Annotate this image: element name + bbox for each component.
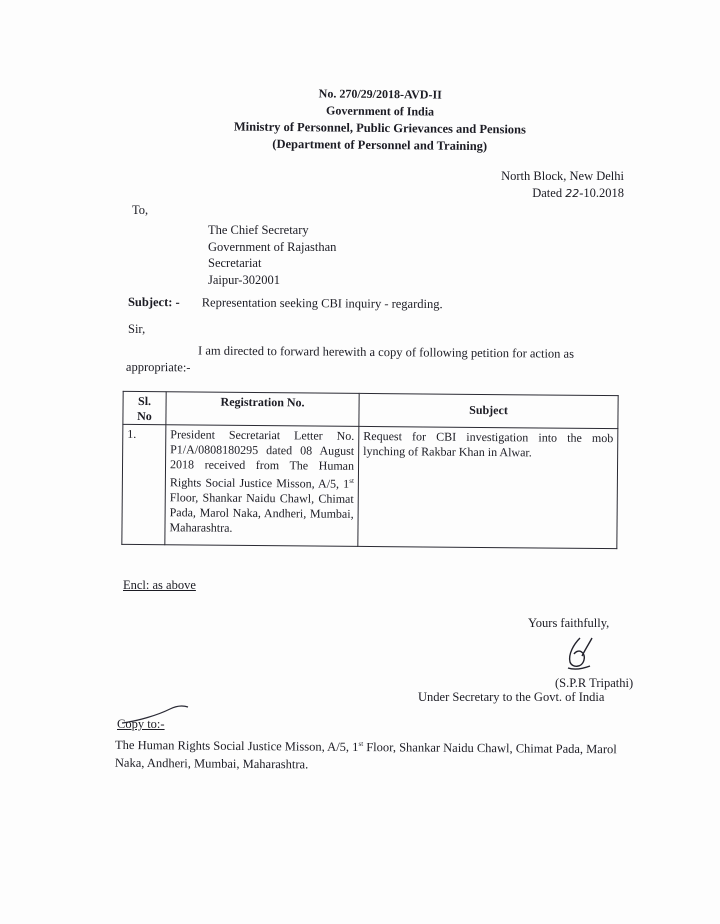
address-line: Jaipur-302001 <box>208 272 280 287</box>
signatory-name: (S.P.R Tripathi) <box>555 676 634 690</box>
petition-table <box>121 391 618 549</box>
registration-text <box>165 425 358 539</box>
location: North Block, New Delhi <box>501 169 624 183</box>
copy-to-part2: Floor, Shankar Naidu Chawl, Chimat Pada, Marol Naka, Andheri, Mumbai, Maharashtra. <box>114 740 617 772</box>
ministry-name: Ministry of Personnel, Public Grievances and Pensions <box>233 119 526 137</box>
body-line-2: appropriate:- <box>125 359 191 375</box>
department-name: (Department of Personnel and Training) <box>272 136 488 154</box>
copy-to-part1: The Human Rights Social Justice Misson, A/5, 1 <box>115 737 359 755</box>
date-line <box>470 185 624 202</box>
registration-sup: st <box>349 476 354 485</box>
to-label: To, <box>132 203 149 217</box>
sl-header-line2: No <box>137 408 152 424</box>
recipient-address <box>208 222 336 288</box>
closing: Yours faithfully, <box>528 616 610 630</box>
address-line: Government of Rajasthan <box>208 239 337 254</box>
enclosure-note: Encl: as above <box>123 578 196 592</box>
subject-text: Representation seeking CBI inquiry - regarding. <box>201 295 443 312</box>
body-paragraph <box>126 342 620 380</box>
header-registration <box>166 392 359 427</box>
copy-to-label: Copy to:- <box>117 717 165 731</box>
table-row <box>122 424 618 548</box>
sl-header-line1: Sl. <box>138 393 152 409</box>
place-and-date <box>470 168 624 202</box>
registration-part1: President Secretariat Letter No. P1/A/0808180295 dated 08 August 2018 received from The Human Rights Social Justice Misson, A/5, 1 <box>169 427 355 491</box>
subject-line <box>128 295 443 312</box>
copy-to-sup: st <box>358 739 364 748</box>
reference-number: No. 270/29/2018-AVD-II <box>318 86 442 102</box>
copy-to-text <box>115 733 635 777</box>
signatory-designation: Under Secretary to the Govt. of India <box>418 690 605 704</box>
subject-header-text: Subject <box>469 402 508 418</box>
registration-header-text: Registration No. <box>220 394 305 410</box>
letter-header <box>200 84 561 156</box>
registration-part2: Floor, Shankar Naidu Chawl, Chimat Pada, Marol Naka, Andheri, Mumbai, Maharashtra. <box>169 490 354 535</box>
cell-registration <box>165 425 359 547</box>
subject-label: Subject: - <box>127 294 180 310</box>
address-line: The Chief Secretary <box>208 223 309 237</box>
date-handwritten: 22 <box>565 187 580 200</box>
subject-value: Request for CBI investigation into the mob lynching of Rakbar Khan in Alwar. <box>363 428 614 460</box>
government-name: Government of India <box>326 103 435 119</box>
dated-label: Dated <box>532 186 563 200</box>
signature-icon <box>560 634 600 676</box>
body-line-1: I am directed to forward herewith a copy of following petition for action as <box>198 343 575 361</box>
header-sl-no <box>123 391 166 424</box>
table-header-row <box>123 391 618 428</box>
sl-value: 1. <box>127 426 137 441</box>
header-subject <box>359 393 618 428</box>
cell-sl <box>122 424 166 544</box>
date-printed: -10.2018 <box>579 186 624 200</box>
address-line: Secretariat <box>208 256 262 270</box>
salutation: Sir, <box>128 322 146 336</box>
cell-subject <box>358 426 618 548</box>
